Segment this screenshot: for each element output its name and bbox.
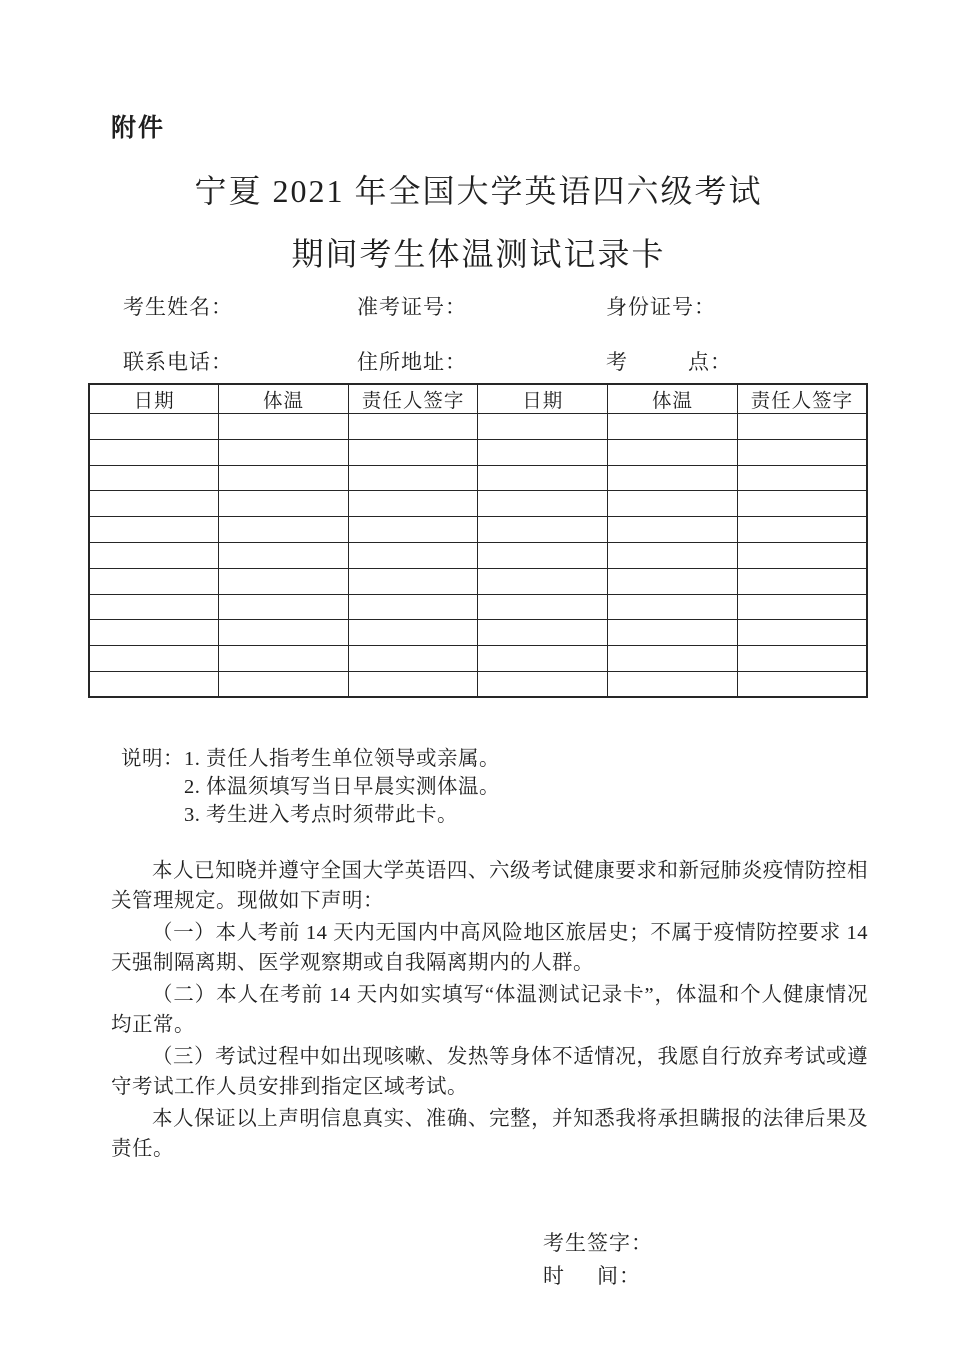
exam-site-label-char2: 点： [688,350,732,374]
empty-record-cell [219,414,349,440]
attachment-label: 附件 [111,114,166,142]
column-header-signature: 责任人签字 [348,384,478,414]
empty-record-cell [348,671,478,697]
notes-list [184,745,500,829]
notes-section [121,745,500,829]
empty-record-cell [348,517,478,543]
declaration-paragraph: 本人已知晓并遵守全国大学英语四、六级考试健康要求和新冠肺炎疫情防控相关管理规定。现做如下声明： [111,860,868,912]
empty-record-cell [219,671,349,697]
id-number-label: 身份证号： [606,295,716,319]
candidate-name-label: 考生姓名： [123,295,233,319]
empty-record-cell [608,414,738,440]
empty-record-cell [89,594,219,620]
empty-record-cell [219,542,349,568]
empty-record-cell [737,439,867,465]
exam-site-label-char1: 考 [606,350,628,374]
exam-site-label-spread [606,346,732,376]
empty-record-cell [219,594,349,620]
exam-site-label [606,346,732,376]
empty-record-cell [348,414,478,440]
empty-record-cell [348,542,478,568]
empty-record-cell [348,465,478,491]
empty-record-cell [737,542,867,568]
table-row [89,517,867,543]
table-row [89,542,867,568]
empty-record-cell [608,439,738,465]
empty-record-cell [219,439,349,465]
table-header [89,384,867,414]
empty-record-cell [348,620,478,646]
empty-record-cell [348,646,478,672]
time-label-char2: 间： [597,1264,641,1288]
empty-record-cell [89,491,219,517]
empty-record-cell [608,646,738,672]
empty-record-cell [219,620,349,646]
column-header-temperature: 体温 [219,384,349,414]
declaration-section [111,856,868,1166]
empty-record-cell [737,646,867,672]
declaration-paragraph: （一）本人考前 14 天内无国内中高风险地区旅居史；不属于疫情防控要求 14 天强制隔离期、医学观察期或自我隔离期内的人群。 [111,922,868,974]
table-row [89,620,867,646]
empty-record-cell [89,465,219,491]
column-header-date: 日期 [89,384,219,414]
temperature-record-table [88,383,868,698]
empty-record-cell [478,568,608,594]
table-row [89,491,867,517]
empty-record-cell [478,491,608,517]
table-row [89,465,867,491]
address-label: 住所地址： [357,350,467,374]
empty-record-cell [89,620,219,646]
empty-record-cell [478,594,608,620]
declaration-paragraph: 本人保证以上声明信息真实、准确、完整，并知悉我将承担瞒报的法律后果及责任。 [111,1108,868,1160]
empty-record-cell [737,594,867,620]
table-header-row [89,384,867,414]
table-row [89,568,867,594]
empty-record-cell [478,414,608,440]
empty-record-cell [348,491,478,517]
table-body [89,414,867,698]
empty-record-cell [89,646,219,672]
empty-record-cell [478,465,608,491]
empty-record-cell [608,465,738,491]
empty-record-cell [219,491,349,517]
column-header-date: 日期 [478,384,608,414]
note-item: 1. 责任人指考生单位领导或亲属。 [184,748,500,770]
empty-record-cell [737,517,867,543]
candidate-signature-label: 考生签字： [543,1231,653,1255]
empty-record-cell [478,517,608,543]
empty-record-cell [89,568,219,594]
empty-record-cell [608,542,738,568]
empty-record-cell [478,671,608,697]
empty-record-cell [89,542,219,568]
admission-ticket-label: 准考证号： [357,295,467,319]
empty-record-cell [737,414,867,440]
empty-record-cell [608,671,738,697]
document-title-line1: 宁夏 2021 年全国大学英语四六级考试 [194,173,763,209]
notes-label: 说明： [121,748,184,770]
empty-record-cell [219,646,349,672]
signature-section [543,1227,653,1293]
note-item: 2. 体温须填写当日早晨实测体温。 [184,776,500,798]
table-row [89,439,867,465]
column-header-temperature: 体温 [608,384,738,414]
table-row [89,671,867,697]
empty-record-cell [219,517,349,543]
note-item: 3. 考生进入考点时须带此卡。 [184,804,458,826]
empty-record-cell [478,542,608,568]
empty-record-cell [348,568,478,594]
empty-record-cell [608,491,738,517]
table-row [89,414,867,440]
empty-record-cell [89,517,219,543]
empty-record-cell [348,439,478,465]
phone-label: 联系电话： [123,350,233,374]
empty-record-cell [89,439,219,465]
empty-record-cell [737,465,867,491]
time-label-spread [543,1260,641,1293]
table-row [89,594,867,620]
column-header-signature: 责任人签字 [737,384,867,414]
empty-record-cell [608,620,738,646]
document-title-line2: 期间考生体温测试记录卡 [291,236,666,272]
empty-record-cell [478,620,608,646]
empty-record-cell [737,491,867,517]
empty-record-cell [89,671,219,697]
empty-record-cell [478,646,608,672]
declaration-paragraph: （二）本人在考前 14 天内如实填写“体温测试记录卡”，体温和个人健康情况均正常。 [111,984,868,1036]
empty-record-cell [478,439,608,465]
empty-record-cell [737,568,867,594]
time-label-char1: 时 [543,1264,565,1288]
empty-record-cell [608,594,738,620]
empty-record-cell [608,568,738,594]
declaration-paragraph: （三）考试过程中如出现咳嗽、发热等身体不适情况，我愿自行放弃考试或遵守考试工作人员安排到指定区域考试。 [111,1046,868,1098]
empty-record-cell [219,465,349,491]
empty-record-cell [89,414,219,440]
empty-record-cell [219,568,349,594]
time-label [543,1260,653,1293]
empty-record-cell [737,671,867,697]
empty-record-cell [737,620,867,646]
empty-record-cell [348,594,478,620]
empty-record-cell [608,517,738,543]
table-row [89,646,867,672]
